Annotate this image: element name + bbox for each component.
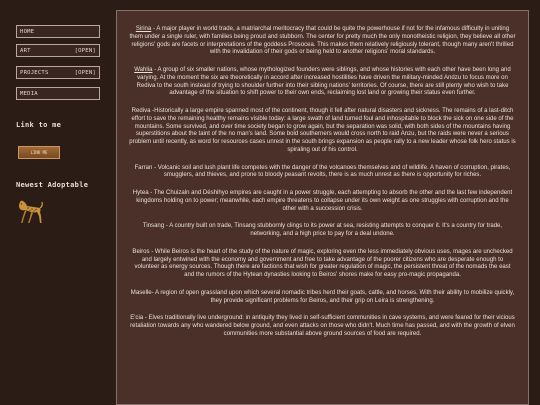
lore-paragraph xyxy=(129,67,516,98)
lore-paragraph xyxy=(129,190,516,213)
lore-paragraph xyxy=(129,26,516,57)
region-description: Maselle- A region of open grassland upon which several nomadic tribes herd their goats, cattle, and horses. With their ability to mobilize quickly, they provide significant problems for Beiros, and their grip on Leira is strengthening. xyxy=(130,289,515,304)
region-description: Tinsang - A country built on trade, Tinsang stubbornly clings to its power at sea, resisting attempts to conquer it. It's a country for trade, networking, and a high price to pay for a deal undone. xyxy=(142,223,503,237)
nav-art-button[interactable] xyxy=(16,44,100,57)
region-description: Beiros - While Beiros is the heart of the study of the nature of magic, exploring even the less immediately obvious uses, mages are unchecked and largely entwined with the economy and government and free to take advantage of the poorer citizens who are desperate enough to volunteer as energy sources. Though there are factions that wish for greater regulation of magic, the persistent threat of the nomads the east and the rumors of the Hytean dynasties looking to Beiros' shores make for easy pro-magic propaganda. xyxy=(132,248,513,278)
nav-home-label: HOME xyxy=(20,28,35,35)
adoptable-creature-icon[interactable] xyxy=(16,197,44,225)
sidebar xyxy=(0,0,110,405)
lore-paragraph xyxy=(129,223,516,239)
link-to-me-heading: Link to me xyxy=(16,121,62,129)
region-description: - A group of six smaller nations, whose mythologized founders were siblings, and whose histories with each other have been long and varying. At the moment the six are theoretically in accord after increased hostilities have driven the military-minded Andzu to focus more on Rediva to the south instead of trying to shoulder further into their sibling nations' territories. Of course, there are still plenty who wish to take advantage of the situation to shift power to their own ends, reclaiming lost land or growing their status even further. xyxy=(136,67,511,97)
lore-paragraphs xyxy=(117,11,528,339)
lore-paragraph xyxy=(129,108,516,155)
link-me-badge[interactable] xyxy=(18,146,60,159)
region-name: Sirina xyxy=(135,26,152,32)
nav-art-tag: [OPEN] xyxy=(74,47,96,54)
nav-projects-button[interactable] xyxy=(16,66,100,79)
nav-home-button[interactable] xyxy=(16,25,100,38)
lore-paragraph xyxy=(129,290,516,306)
nav-art-label: ART xyxy=(20,47,31,54)
nav-media-button[interactable] xyxy=(16,87,100,100)
nav-projects-tag: [OPEN] xyxy=(74,69,96,76)
newest-adoptable-heading: Newest Adoptable xyxy=(16,181,89,189)
region-description: Rediva -Historically a large empire spanned most of the continent, though it fell after natural disasters and sickness. The remains of a last-ditch effort to save the remaining healthy remains visible today: a large swath of land turned foul and inhospitable to block the sick on one side of the mountains. Some survived, and over time society began to grow again, but the separation was solid, with both sides of the mountains having superstitions about the taint of the no man's land. Some bold southerners would cross north to raid Anzu, but the raids were never a serious problem until recently, as word for resources cases unrest in the south brings expansion as people rally to a new leader whose folk hero status is spiraling out of his control. xyxy=(129,108,516,153)
link-me-badge-text: LINK ME xyxy=(30,150,48,155)
region-description: Hytea - The Chuizaln and Déshihyo empires are caught in a power struggle, each attempting to absorb the other and the last few independent kingdoms holding on to power; meanwhile, each empire threatens to collapse under its own weight as one struggles with corruption and the other with a succession crisis. xyxy=(132,190,513,212)
lore-paragraph xyxy=(129,165,516,181)
nav-projects-label: PROJECTS xyxy=(20,69,49,76)
lore-content-panel[interactable] xyxy=(116,10,529,405)
lore-paragraph xyxy=(129,315,516,338)
lore-paragraph xyxy=(129,249,516,280)
nav-media-label: MEDIA xyxy=(20,90,38,97)
region-description: Farran - Volcanic soil and lush plant life competes with the danger of the volcanoes themselves and of wildlife. A haven of corruption, pirates, smugglers, and thieves, and prone to bloody peasant revolts, there is as much unrest as there is opportunity for riches. xyxy=(134,164,511,179)
region-description: - A major player in world trade, a matriarchal meritocracy that could be quite the powerhouse if not for the infamous difficulty in uniting them under a single ruler, with families being proud and stubborn. The center for pretty much the only monotheistic religion, they believe all other religions' gods are facets or interpretations of the goddess Prosocea. This makes them relatively religiously tolerant, though many aren't thrilled with the invalidation of their gods or being held to another religions' moral standards. xyxy=(129,26,516,56)
region-description: E'cia - Elves traditionally live underground: in antiquity they lived in self-sufficient communities in cave systems, and were feared for their vicious retaliation towards any who wandered below ground, and even attacks on those who didn't. Much time has passed, and with the growth of elven communities more substantial above ground sources of food are required. xyxy=(130,315,515,337)
region-name: Wahlia xyxy=(134,67,153,73)
